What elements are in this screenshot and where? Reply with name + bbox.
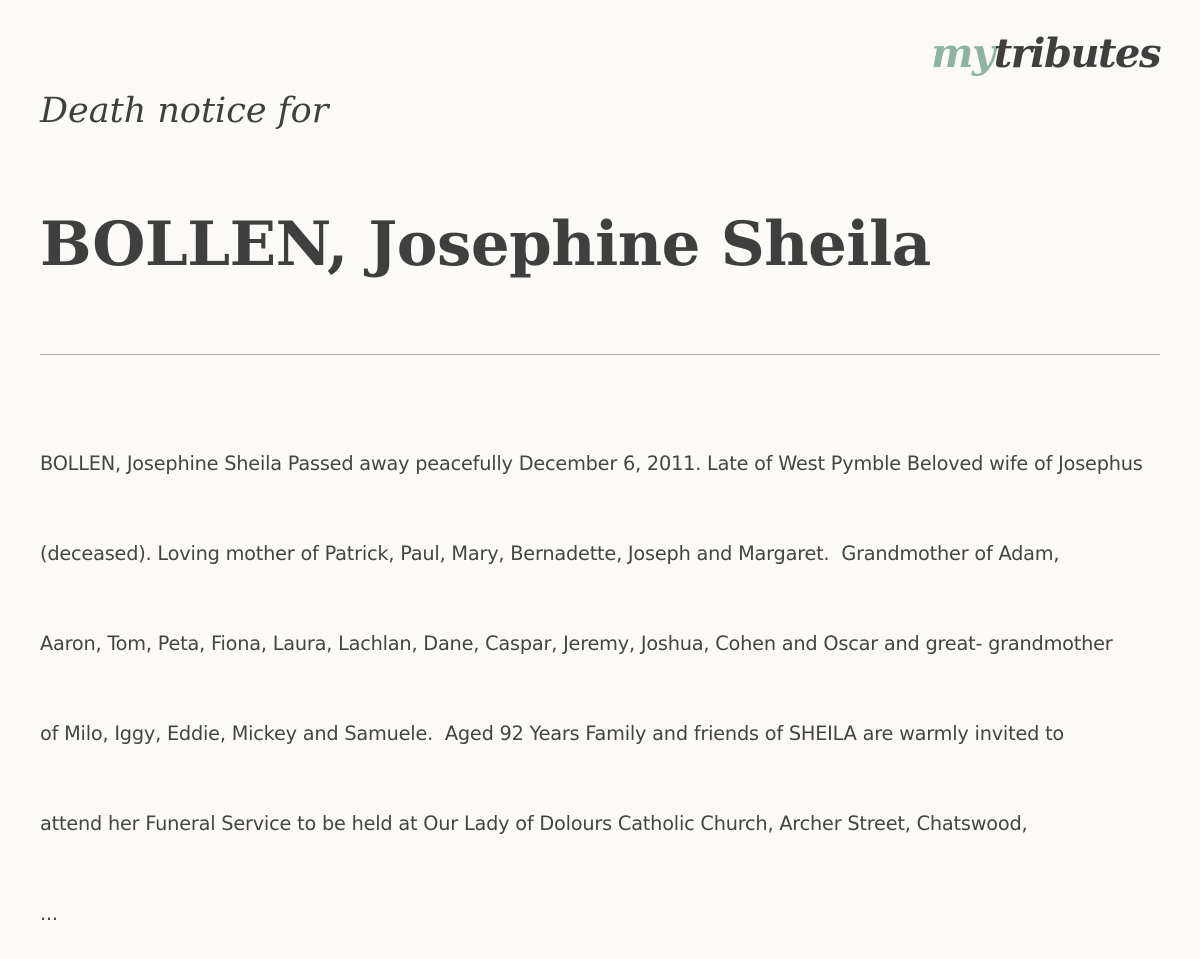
- deceased-name: BOLLEN, Josephine Sheila: [40, 209, 931, 280]
- mytributes-logo[interactable]: [931, 30, 1160, 77]
- notice-line: Aaron, Tom, Peta, Fiona, Laura, Lachlan, Dane, Caspar, Jeremy, Joshua, Cohen and Oscar and great- grandmother: [40, 632, 1113, 655]
- notice-line: (deceased). Loving mother of Patrick, Paul, Mary, Bernadette, Joseph and Margaret. Grandmother of Adam,: [40, 542, 1060, 565]
- divider: [40, 354, 1160, 355]
- notice-line: BOLLEN, Josephine Sheila Passed away peacefully December 6, 2011. Late of West Pymble Beloved wife of Josephus: [40, 452, 1143, 475]
- notice-line: attend her Funeral Service to be held at Our Lady of Dolours Catholic Church, Archer Street, Chatswood,: [40, 812, 1028, 835]
- logo-tributes: tributes: [993, 30, 1160, 77]
- notice-text: [40, 389, 1185, 959]
- logo-my: my: [931, 30, 994, 77]
- notice-line: of Milo, Iggy, Eddie, Mickey and Samuele. Aged 92 Years Family and friends of SHEILA are warmly invited to: [40, 722, 1065, 745]
- notice-ellipsis: ...: [40, 902, 58, 925]
- notice-subtitle: Death notice for: [40, 91, 329, 131]
